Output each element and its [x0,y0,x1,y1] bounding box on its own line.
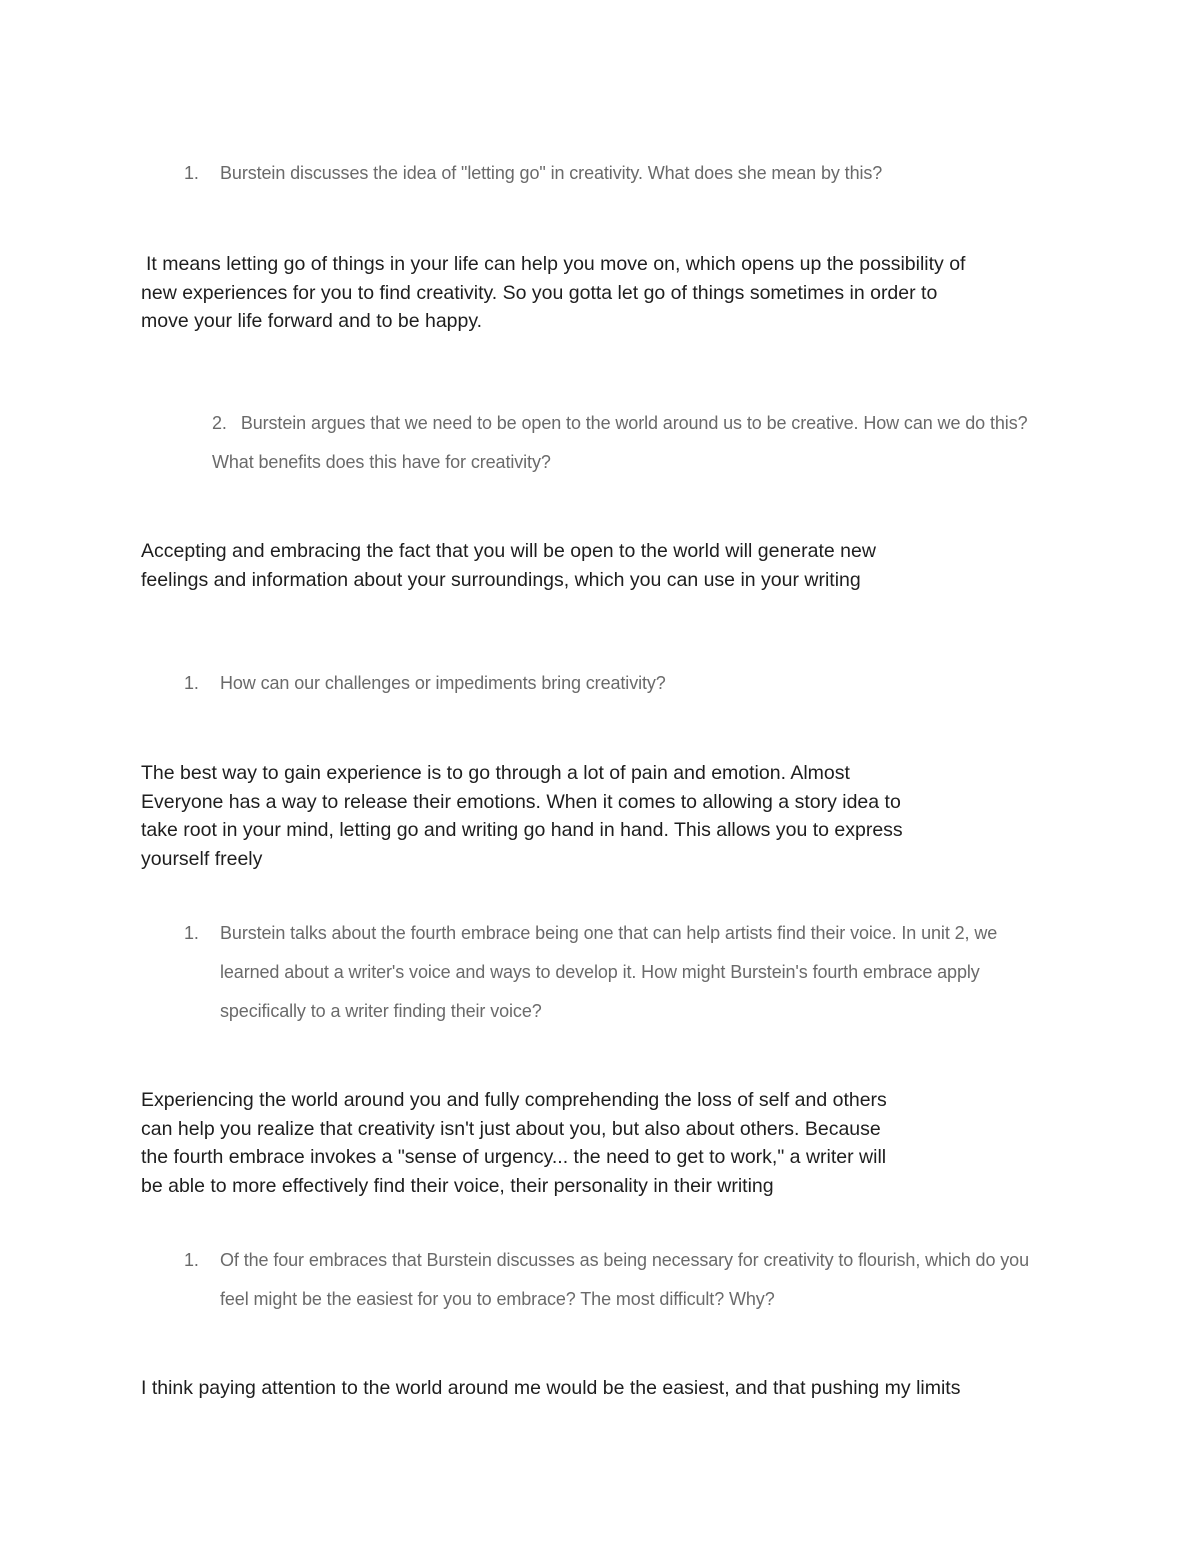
question-number: 1. [184,923,199,943]
question-text: Burstein talks about the fourth embrace being one that can help artists find their voice. In unit 2, we learned about a writer's voice and ways to develop it. How might Burstein's fourth embrace apply specifically to a writer finding their voice? [220,923,998,1021]
question-text: Burstein discusses the idea of "letting go" in creativity. What does she mean by this? [220,163,883,183]
question-4 [184,914,1060,1031]
question-number: 1. [184,1250,199,1270]
answer-3: The best way to gain experience is to go through a lot of pain and emotion. Almost Everyone has a way to release their emotions. When it comes to allowing a story idea to take root in your mind, letting go and writing go hand in hand. This allows you to express yourself freely [141,762,903,870]
answer-4: Experiencing the world around you and fully comprehending the loss of self and others can help you realize that creativity isn't just about you, but also about others. Because the fourth embrace invokes a "sense of urgency... the need to get to work," a writer will be able to more effectively find their voice, their personality in their writing [141,1089,887,1197]
question-number: 1. [184,163,199,183]
answer-5: I think paying attention to the world around me would be the easiest, and that pushing my limits [141,1377,961,1399]
question-number: 2. [212,413,227,433]
question-1 [184,154,1080,193]
answer-2: Accepting and embracing the fact that you will be open to the world will generate new feelings and information about your surroundings, which you can use in your writing [141,540,876,591]
question-5 [184,1241,1060,1319]
question-3 [184,664,1080,703]
question-text: Burstein argues that we need to be open to the world around us to be creative. How can we do this? What benefits does this have for creativity? [212,413,1028,472]
question-number: 1. [184,673,199,693]
question-text: Of the four embraces that Burstein discusses as being necessary for creativity to flourish, which do you feel might be the easiest for you to embrace? The most difficult? Why? [220,1250,1029,1309]
question-2 [212,404,1062,482]
answer-1: It means letting go of things in your life can help you move on, which opens up the possibility of new experiences for you to find creativity. So you gotta let go of things sometimes in order to move your life forward and to be happy. [141,253,966,332]
question-text: How can our challenges or impediments bring creativity? [220,673,666,693]
